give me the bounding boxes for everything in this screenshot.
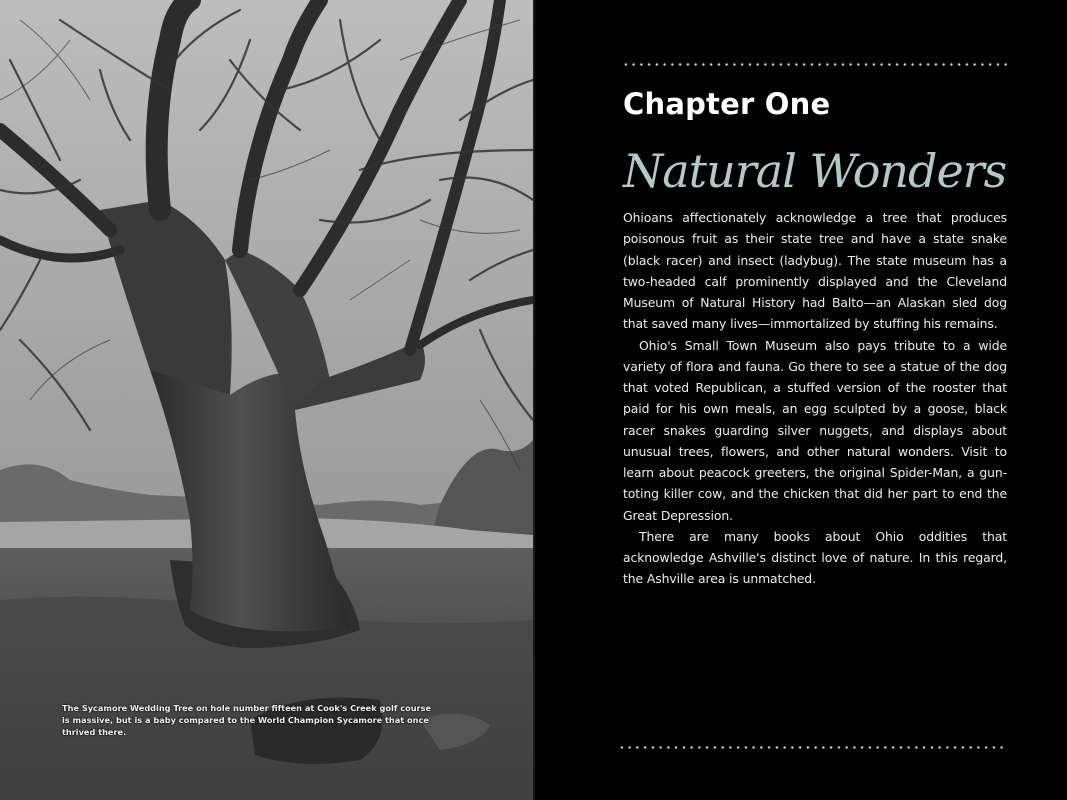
paragraph: There are many books about Ohio oddities that acknowledge Ashville's distinct love of nature. In this regard, the Ashville area is unmatched.	[623, 528, 1007, 587]
tree-photo	[0, 0, 533, 800]
chapter-body	[623, 207, 1007, 590]
sycamore-tree-image	[0, 0, 533, 800]
paragraph: Ohioans affectionately acknowledge a tree that produces poisonous fruit as their state tree and have a state snake (black racer) and insect (ladybug). The state museum has a two-headed calf prominently displayed and the Cleveland Museum of Natural History had Balto—an Alaskan sled dog that saved many lives—immortalized by stuffing his remains.	[623, 210, 1007, 332]
bottom-dotted-rule	[618, 746, 1004, 749]
photo-caption: The Sycamore Wedding Tree on hole number fifteen at Cook's Creek golf course is massive, but is a baby compared to the World Champion Sycamore that once thrived there.	[62, 703, 431, 737]
top-dotted-rule	[622, 63, 1008, 66]
paragraph: Ohio's Small Town Museum also pays tribute to a wide variety of flora and fauna. Go there to see a statue of the dog that voted Republican, a stuffed version of the rooster that paid for his own meals, an egg sculpted by a goose, black racer snakes guarding silver nuggets, and displays about unusual trees, flowers, and other natural wonders. Visit to learn about peacock greeters, the original Spider-Man, a gun-toting killer cow, and the chicken that did her part to end the Great Depression.	[623, 337, 1007, 523]
chapter-page	[535, 0, 1067, 800]
chapter-label: Chapter One	[623, 87, 831, 121]
chapter-title: Natural Wonders	[623, 144, 1007, 198]
